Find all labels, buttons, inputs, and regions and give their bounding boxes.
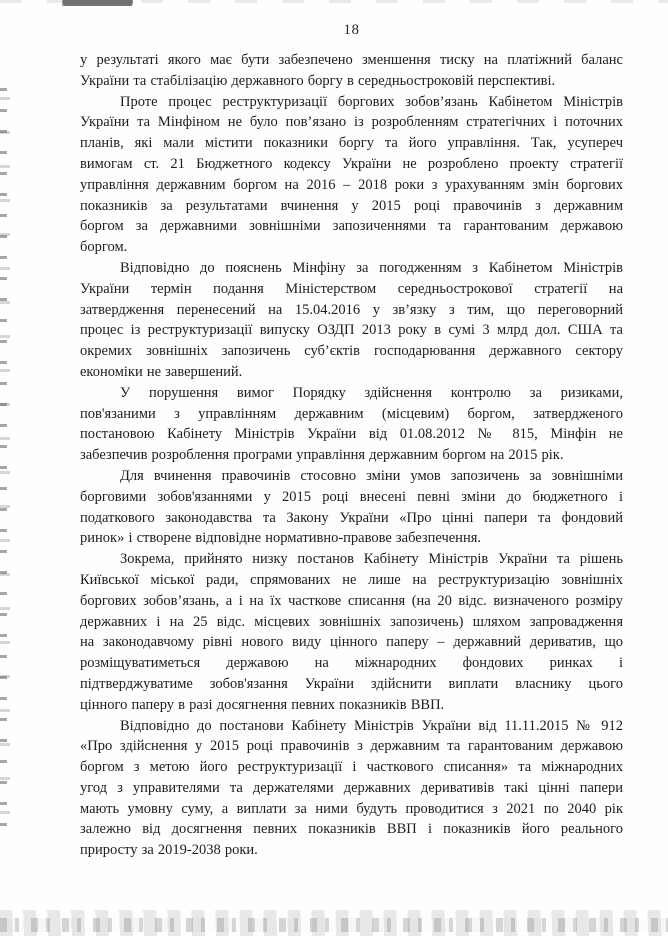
text-line: Відповідно до постанови Кабінету Міністрів України від 11.11.2015 № 912 (120, 717, 623, 734)
text-line: підтверджуватиме зобов'язання України здійснити виплати власнику цього (80, 675, 623, 692)
text-line: управління державним боргом на 2016 – 2018 роки з урахуванням змін боргових (80, 176, 623, 193)
text-line: економіки не завершений. (80, 363, 243, 380)
text-line: мають умовну суму, а виплати за ними будуть проводитися з 2021 по 2040 рік (80, 800, 623, 817)
text-line: податкового законодавства та Закону України «Про цінні папери та фондовий (80, 509, 623, 526)
text-line: окремих зовнішніх запозичень суб’єктів господарювання державного сектору (80, 343, 623, 360)
text-line: України термін подання Міністерством середньострокової стратегії на (80, 280, 623, 297)
text-line: на законодавчому рівні нового виду цінного паперу – державний дериватив, що (80, 634, 623, 651)
text-line: У порушення вимог Порядку здійснення контролю за ризиками, (120, 384, 623, 401)
document-text (80, 50, 623, 861)
text-line: вимогам ст. 21 Бюджетного кодексу України не розроблено проекту стратегії (80, 155, 623, 172)
text-line: України та стабілізацію державного боргу в середньостроковій перспективі. (80, 72, 556, 89)
text-line: боргом. (80, 239, 128, 256)
text-line: забезпечив розроблення програми управління державним боргом на 2015 рік. (80, 447, 564, 464)
scan-artifact-left-edge (0, 88, 11, 833)
text-line: Відповідно до пояснень Мінфіну за погодженням з Кабінетом Міністрів (120, 259, 623, 276)
text-line: Проте процес реструктуризації боргових зобов’язань Кабінетом Міністрів (120, 93, 623, 110)
text-line: боргом за державними зовнішніми запозиченнями та гарантованим державою (80, 218, 623, 235)
text-line: залежно від досягнення певних показників ВВП і показників його реального (80, 821, 623, 838)
text-line: Для вчинення правочинів стосовно зміни умов запозичень за зовнішніми (120, 467, 623, 484)
text-line: державних і на 25 відс. місцевих зовнішніх запозичень) шляхом запровадження (80, 613, 623, 630)
text-line: розміщуватиметься державою на міжнародних фондових ринках і (80, 655, 623, 672)
text-line: постановою Кабінету Міністрів України від 01.08.2012 № 815, Мінфін не (80, 426, 623, 443)
text-line: ринок» і створене відповідне нормативно-правове забезпечення. (80, 530, 481, 547)
text-line: приросту за 2019-2038 роки. (80, 842, 258, 859)
text-line: борговими зобов'язаннями у 2015 році внесені певні зміни до бюджетного і (80, 488, 623, 505)
text-line: цінного паперу в разі досягнення певних показників ВВП. (80, 696, 445, 713)
text-line: процес із реструктуризації випуску ОЗДП 2013 року в сумі 3 млрд дол. США та (80, 322, 623, 339)
text-line: показників за результатами вчинення у 2015 році правочинів з державним (80, 197, 623, 214)
text-line: «Про здійснення у 2015 році правочинів з державним та гарантованим державою (80, 738, 623, 755)
text-line: України та Мінфіном не було пов’язано із розробленням стратегічних і поточних (80, 114, 623, 131)
page-number: 18 (343, 22, 360, 38)
scan-artifact-bottom-band (0, 910, 668, 936)
text-line: Зокрема, прийнято низку постанов Кабінету Міністрів України та рішень (120, 551, 623, 568)
text-line: боргових зобов’язань, а і на їх часткове списання (на 20 відс. визначеного розміру (80, 592, 623, 609)
text-line: у результаті якого має бути забезпечено зменшення тиску на платіжний баланс (80, 52, 623, 68)
text-line: угод з управителями та держателями державних деривативів такі цінні папери (80, 779, 623, 796)
text-line: затвердження перенесений на 15.04.2016 у зв’язку з тим, що переговорний (80, 301, 623, 318)
text-line: пов'язаними з управлінням державним (місцевим) боргом, затвердженого (80, 405, 623, 422)
text-line: боргом з метою його реструктуризації і часткового списання» та міжнародних (80, 759, 623, 776)
scan-artifact-top-edge (0, 0, 668, 10)
text-line: Київської міської ради, спрямованих не лише на реструктуризацію зовнішніх (80, 571, 623, 588)
text-line: планів, які мали містити показники боргу та його управління. Так, усупереч (80, 135, 623, 152)
